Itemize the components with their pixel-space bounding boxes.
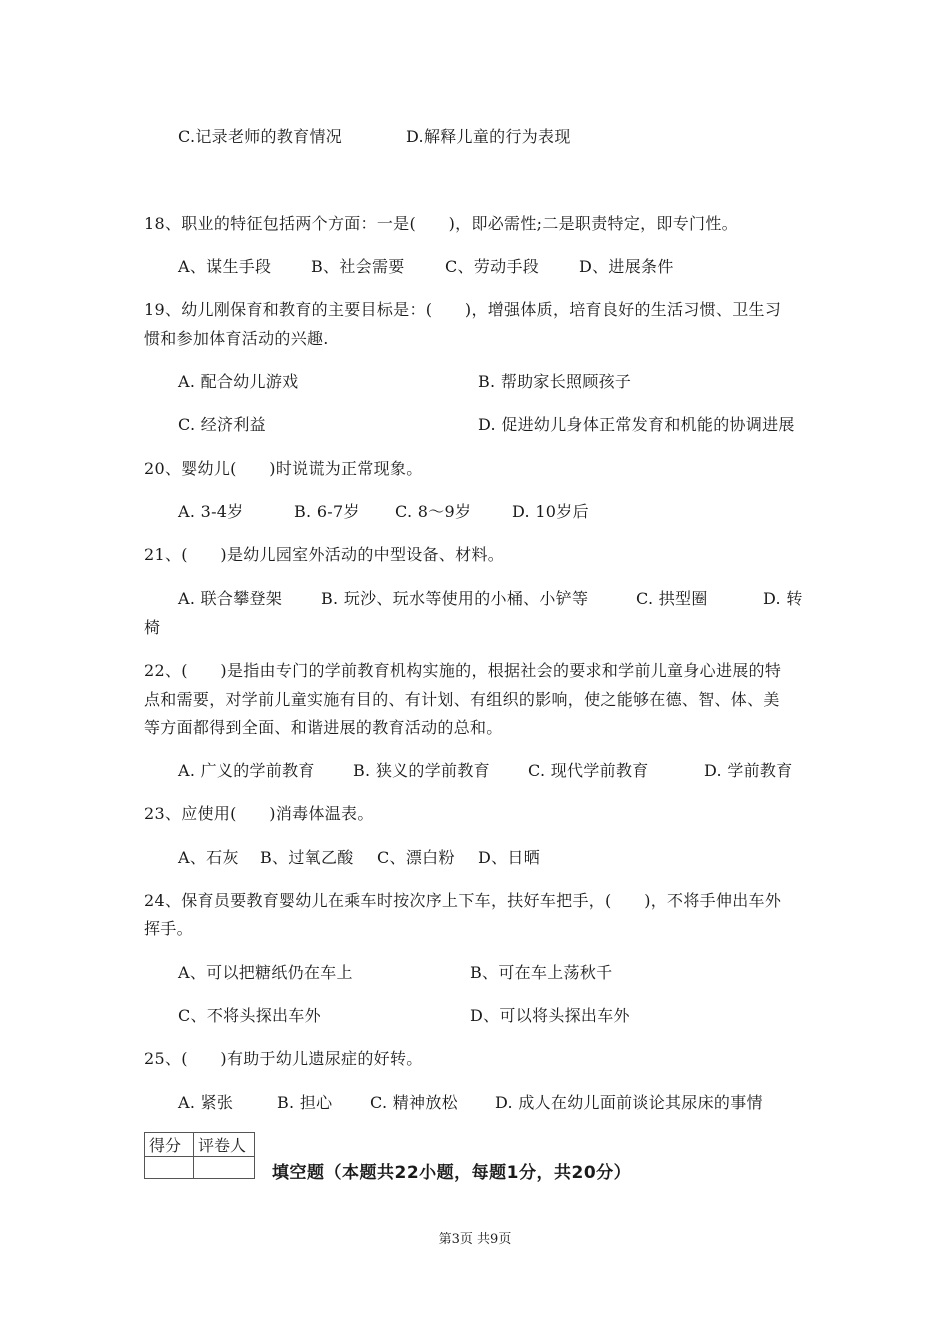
question-23-stem: 23、应使用( )消毒体温表。	[144, 804, 374, 823]
q22-option-b: B. 狭义的学前教育	[353, 761, 490, 780]
q22-option-c: C. 现代学前教育	[528, 761, 649, 780]
section-title: 填空题（本题共22小题，每题1分，共20分）	[272, 1163, 632, 1183]
q23-option-a: A、石灰	[178, 848, 239, 867]
page-footer: 第3页 共9页	[438, 1232, 512, 1247]
grader-header: 评卷人	[194, 1133, 255, 1157]
question-25-stem: 25、( )有助于幼儿遗尿症的好转。	[144, 1049, 423, 1068]
question-21-stem: 21、( )是幼儿园室外活动的中型设备、材料。	[144, 545, 505, 564]
question-22-stem-line1: 22、( )是指由专门的学前教育机构实施的，根据社会的要求和学前儿童身心进展的特	[144, 661, 782, 680]
grader-cell	[194, 1157, 255, 1179]
q20-option-a: A. 3-4岁	[178, 502, 244, 521]
q21-option-a: A. 联合攀登架	[178, 589, 283, 608]
question-24-stem-line2: 挥手。	[144, 919, 193, 938]
q23-option-b: B、过氧乙酸	[260, 848, 354, 867]
q21-option-d: D. 转	[763, 589, 803, 608]
score-box	[144, 1132, 255, 1179]
score-header: 得分	[145, 1133, 194, 1157]
question-22-stem-line2: 点和需要，对学前儿童实施有目的、有计划、有组织的影响，使之能够在德、智、体、美	[144, 690, 780, 709]
q24-option-b: B、可在车上荡秋千	[470, 963, 613, 982]
question-22-stem-line3: 等方面都得到全面、和谐进展的教育活动的总和。	[144, 718, 503, 737]
q18-option-b: B、社会需要	[311, 257, 405, 276]
question-19-stem-line1: 19、幼儿刚保育和教育的主要目标是：( )，增强体质，培育良好的生活习惯、卫生习	[144, 300, 782, 319]
q25-option-a: A. 紧张	[178, 1093, 234, 1112]
q22-option-d: D. 学前教育	[704, 761, 793, 780]
q22-option-a: A. 广义的学前教育	[178, 761, 315, 780]
q24-option-d: D、可以将头探出车外	[470, 1006, 630, 1025]
q24-option-c: C、不将头探出车外	[178, 1006, 321, 1025]
q19-option-a: A. 配合幼儿游戏	[178, 372, 299, 391]
q23-option-c: C、漂白粉	[377, 848, 455, 867]
q25-option-b: B. 担心	[277, 1093, 333, 1112]
q24-option-a: A、可以把糖纸仍在车上	[178, 963, 353, 982]
q25-option-d: D. 成人在幼儿面前谈论其尿床的事情	[495, 1093, 763, 1112]
q20-option-d: D. 10岁后	[512, 502, 589, 521]
q18-option-c: C、劳动手段	[445, 257, 540, 276]
q19-option-d: D. 促进幼儿身体正常发育和机能的协调进展	[478, 415, 795, 434]
q21-option-d-wrap: 椅	[144, 618, 161, 637]
question-19-stem-line2: 惯和参加体育活动的兴趣.	[144, 329, 329, 348]
q18-option-d: D、进展条件	[579, 257, 674, 276]
q21-option-c: C. 拱型圈	[636, 589, 708, 608]
q23-option-d: D、日晒	[478, 848, 541, 867]
q21-option-b: B. 玩沙、玩水等使用的小桶、小铲等	[321, 589, 589, 608]
q25-option-c: C. 精神放松	[370, 1093, 458, 1112]
q17-option-c: C.记录老师的教育情况	[178, 127, 343, 146]
q20-option-c: C. 8～9岁	[395, 502, 472, 521]
question-18-stem: 18、职业的特征包括两个方面：一是( )，即必需性;二是职责特定，即专门性。	[144, 214, 738, 233]
q20-option-b: B. 6-7岁	[294, 502, 360, 521]
q17-option-d: D.解释儿童的行为表现	[406, 127, 571, 146]
q19-option-c: C. 经济利益	[178, 415, 266, 434]
question-20-stem: 20、婴幼儿( )时说谎为正常现象。	[144, 459, 423, 478]
question-24-stem-line1: 24、保育员要教育婴幼儿在乘车时按次序上下车，扶好车把手，( )，不将手伸出车外	[144, 891, 782, 910]
q18-option-a: A、谋生手段	[178, 257, 272, 276]
q19-option-b: B. 帮助家长照顾孩子	[478, 372, 632, 391]
score-cell	[145, 1157, 194, 1179]
